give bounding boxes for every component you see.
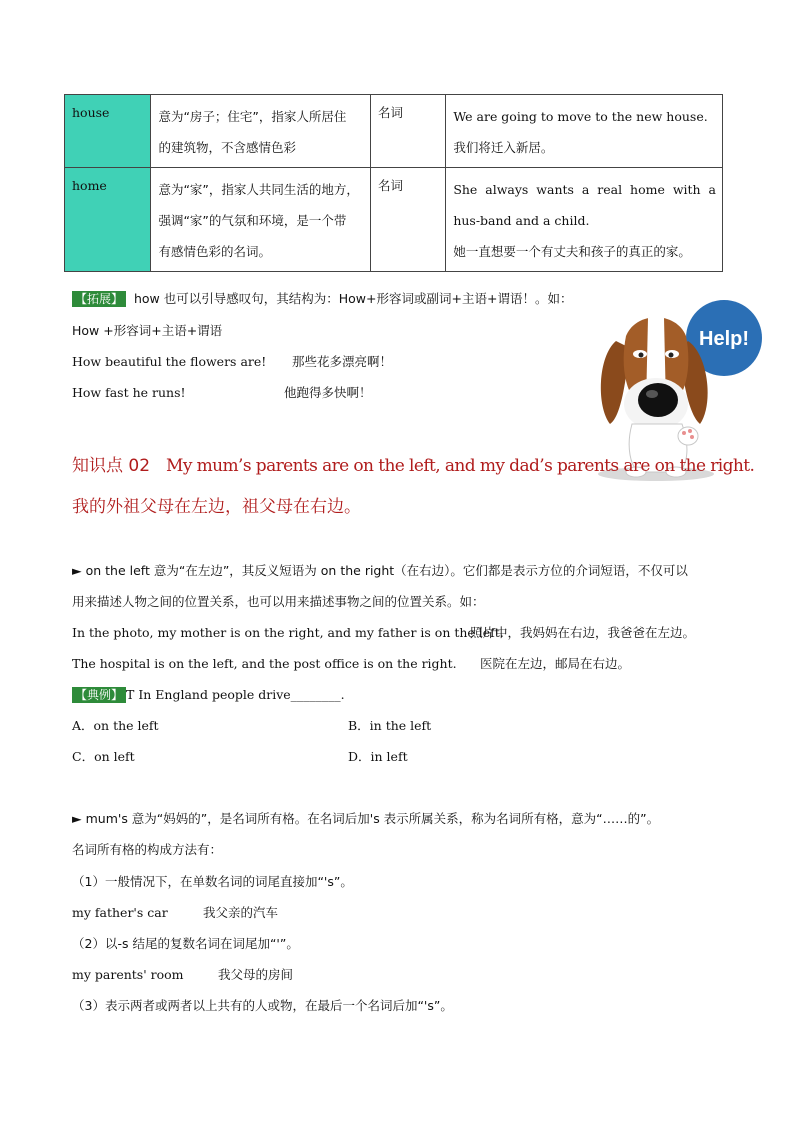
word-cell: home	[65, 168, 151, 272]
option-c: C．on left	[72, 749, 135, 764]
knowledge-point-label: 知识点 02	[72, 456, 151, 476]
bullet-icon: ►	[72, 563, 82, 578]
example-question	[72, 687, 345, 703]
pos-cell: 名词	[371, 95, 446, 168]
section1-text: on the left 意为“在左边”，其反义短语为 on the right（在右边）。它们都是表示方位的介词短语，不仅可以	[85, 563, 688, 578]
extension-example-en: How fast he runs!	[72, 385, 186, 400]
definition-line: 意为“家”，指家人共同生活的地方，	[158, 182, 359, 197]
rule-1-example-en: my father's car	[72, 905, 168, 920]
section1-example-en: The hospital is on the left, and the post office is on the right.	[72, 656, 457, 671]
section1-example-en: In the photo, my mother is on the right, and my father is on the left.	[72, 625, 504, 640]
knowledge-point-cn: 我的外祖父母在左边，祖父母在右边。	[72, 497, 361, 517]
section1-example-cn: 照片中，我妈妈在右边，我爸爸在左边。	[470, 625, 696, 640]
definition-cell	[151, 168, 371, 272]
example-line: 她一直想要一个有丈夫和孩子的真正的家。	[453, 244, 691, 259]
option-b: B．in the left	[348, 718, 432, 733]
extension-intro-text: how 也可以引导感叹句，其结构为：How+形容词或副词+主语+谓语！。如：	[130, 291, 573, 306]
table-row	[65, 95, 723, 168]
extension-example-en: How beautiful the flowers are!	[72, 354, 267, 369]
definition-cell	[151, 95, 371, 168]
knowledge-point-heading	[72, 451, 754, 476]
rule-1: （1）一般情况下，在单数名词的词尾直接加“'s”。	[72, 874, 353, 889]
example-line: We are going to move to the new house.	[453, 109, 708, 124]
rule-2: （2）以-s 结尾的复数名词在词尾加“'”。	[72, 936, 299, 951]
section2-text: mum's 意为“妈妈的”，是名词所有格。在名词后加's 表示所属关系，称为名词所有格，意为“……的”。	[85, 811, 660, 826]
section2-line	[72, 811, 659, 827]
definition-line: 有感情色彩的名词。	[158, 244, 271, 259]
example-tag: 【典例】	[72, 687, 126, 703]
extension-formula: How +形容词+主语+谓语	[72, 323, 223, 338]
pos-cell: 名词	[371, 168, 446, 272]
bullet-icon: ►	[72, 811, 82, 826]
section1-line: 用来描述人物之间的位置关系，也可以用来描述事物之间的位置关系。如：	[72, 594, 485, 609]
example-line: hus-band and a child.	[453, 213, 590, 228]
example-cell	[446, 168, 723, 272]
section1-line	[72, 563, 688, 579]
rule-1-example-cn: 我父亲的汽车	[203, 905, 279, 920]
example-cell	[446, 95, 723, 168]
extension-example-cn: 他跑得多快啊！	[284, 385, 372, 400]
example-line: She always wants a real home with a	[453, 182, 716, 197]
question-stem: T In England people drive________.	[126, 687, 345, 702]
definition-line: 强调“家”的气氛和环境，是一个带	[158, 213, 347, 228]
vocab-table	[64, 94, 723, 272]
extension-intro	[72, 291, 572, 307]
section2-line: 名词所有格的构成方法有：	[72, 842, 223, 857]
rule-2-example-en: my parents' room	[72, 967, 184, 982]
rule-3: （3）表示两者或两者以上共有的人或物，在最后一个名词后加“'s”。	[72, 998, 453, 1013]
table-row	[65, 168, 723, 272]
extension-tag: 【拓展】	[72, 291, 126, 307]
knowledge-point-sentence-en: My mum’s parents are on the left, and my dad’s parents are on the right.	[166, 456, 755, 476]
help-bubble-text: Help!	[699, 328, 749, 350]
section1-example-cn: 医院在左边，邮局在右边。	[480, 656, 631, 671]
definition-line: 意为“房子；住宅”，指家人所居住	[158, 109, 347, 124]
option-d: D．in left	[348, 749, 408, 764]
extension-example-cn: 那些花多漂亮啊！	[292, 354, 393, 369]
example-line: 我们将迁入新居。	[453, 140, 554, 155]
definition-line: 的建筑物，不含感情色彩	[158, 140, 296, 155]
rule-2-example-cn: 我父母的房间	[218, 967, 294, 982]
word-cell: house	[65, 95, 151, 168]
option-a: A．on the left	[72, 718, 159, 733]
